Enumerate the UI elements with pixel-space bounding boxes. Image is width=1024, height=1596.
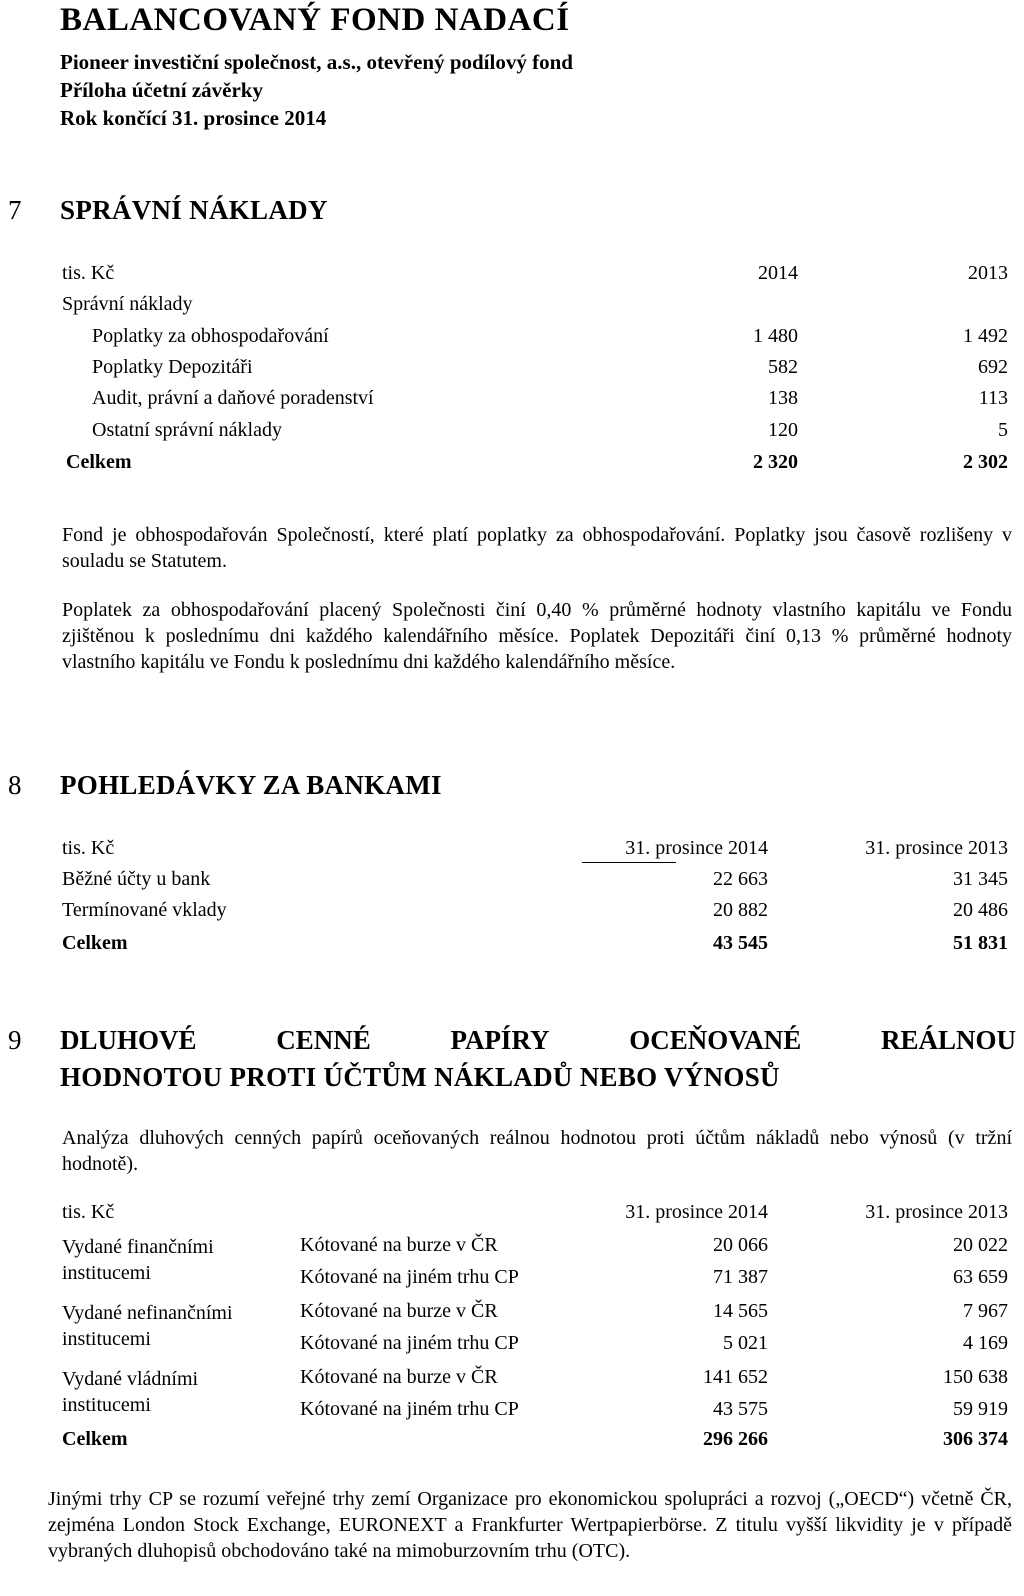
value-2014: 1 480 (753, 325, 798, 347)
column-header-2014: 31. prosince 2014 (625, 1201, 768, 1223)
row-label: Poplatky za obhospodařování (92, 325, 329, 347)
value-2014: 14 565 (713, 1300, 768, 1322)
total-2014: 296 266 (703, 1428, 768, 1450)
section-9-title-word: REÁLNOU (880, 1025, 1016, 1055)
row-label: Audit, právní a daňové poradenství (92, 387, 374, 409)
column-header-2013: 31. prosince 2013 (865, 1201, 1008, 1223)
section-9-title-word: PAPÍRY (450, 1025, 550, 1055)
section-9-title-word: DLUHOVÉ (60, 1025, 197, 1055)
group-label-cont: institucemi (62, 1394, 151, 1416)
row-label: Ostatní správní náklady (92, 419, 282, 441)
value-2014: 22 663 (713, 868, 768, 890)
section-9-intro: Analýza dluhových cenných papírů oceňovaných reálnou hodnotou proti účtům nákladů nebo výnosů (v tržní hodnotě). (62, 1127, 1012, 1175)
section-7-number: 7 (8, 195, 22, 225)
market-label: Kótované na jiném trhu CP (300, 1332, 519, 1354)
market-label: Kótované na jiném trhu CP (300, 1266, 519, 1288)
section-8-title: POHLEDÁVKY ZA BANKAMI (60, 770, 442, 800)
value-2013: 150 638 (943, 1366, 1008, 1388)
row-label: Poplatky Depozitáři (92, 356, 253, 378)
section-8-number: 8 (8, 770, 22, 800)
value-2013: 113 (978, 387, 1008, 409)
document-title: BALANCOVANÝ FOND NADACÍ (60, 2, 570, 38)
market-label: Kótované na burze v ČR (300, 1300, 498, 1322)
unit-label: tis. Kč (62, 1201, 115, 1223)
column-header-2013: 2013 (968, 262, 1008, 284)
value-2013: 1 492 (963, 325, 1008, 347)
report-period: Rok končící 31. prosince 2014 (60, 106, 327, 130)
value-2013: 4 169 (963, 1332, 1008, 1354)
report-type: Příloha účetní závěrky (60, 78, 263, 102)
total-2013: 2 302 (963, 451, 1008, 473)
group-label: Vydané nefinančními (62, 1302, 233, 1324)
value-2014: 141 652 (703, 1366, 768, 1388)
value-2013: 7 967 (963, 1300, 1008, 1322)
section-9-title-line-2: HODNOTOU PROTI ÚČTŮM NÁKLADŮ NEBO VÝNOSŮ (60, 1062, 780, 1092)
section-7-title: SPRÁVNÍ NÁKLADY (60, 195, 328, 225)
market-label: Kótované na jiném trhu CP (300, 1398, 519, 1420)
value-2013: 31 345 (953, 868, 1008, 890)
fund-name: Pioneer investiční společnost, a.s., otevřený podílový fond (60, 50, 573, 74)
value-2014: 20 066 (713, 1234, 768, 1256)
value-2014: 5 021 (723, 1332, 768, 1354)
total-2013: 51 831 (953, 932, 1008, 954)
value-2014: 138 (768, 387, 798, 409)
total-2014: 2 320 (753, 451, 798, 473)
section-9-title-word: CENNÉ (276, 1025, 371, 1055)
section-9-number: 9 (8, 1025, 22, 1055)
column-header-2014: 31. prosince 2014 (625, 837, 768, 859)
total-label: Celkem (66, 451, 132, 473)
value-2013: 5 (998, 419, 1008, 441)
group-label: Vydané finančními (62, 1236, 214, 1258)
column-header-2013: 31. prosince 2013 (865, 837, 1008, 859)
value-2013: 59 919 (953, 1398, 1008, 1420)
market-label: Kótované na burze v ČR (300, 1234, 498, 1256)
section-9-footer-note: Jinými trhy CP se rozumí veřejné trhy zemí Organizace pro ekonomickou spolupráci a rozvoj („OECD“) včetně ČR, zejména London Stock Exchange, EURONEXT a Frankfurter Wertpapierbörse. Z titulu vyšší likvidity je v případě vybraných dluhopisů obchodováno také na mimoburzovním trhu (OTC). (48, 1488, 1012, 1562)
row-label: Termínované vklady (62, 899, 227, 921)
value-2014: 20 882 (713, 899, 768, 921)
unit-label: tis. Kč (62, 837, 115, 859)
section-9-title-word: OCEŇOVANÉ (629, 1025, 802, 1055)
total-2013: 306 374 (943, 1428, 1008, 1450)
value-2014: 43 575 (713, 1398, 768, 1420)
section-7-paragraph-2: Poplatek za obhospodařování placený Společnosti činí 0,40 % průměrné hodnoty vlastního kapitálu ve Fondu zjištěnou k poslednímu dni každého kalendářního měsíce. Poplatek Depozitáři činí 0,13 % průměrné hodnoty vlastního kapitálu ve Fondu k poslednímu dni každého kalendářního měsíce. (62, 599, 1012, 673)
column-header-2014: 2014 (758, 262, 798, 284)
market-label: Kótované na burze v ČR (300, 1366, 498, 1388)
unit-label: tis. Kč (62, 262, 115, 284)
group-label-cont: institucemi (62, 1262, 151, 1284)
value-2013: 63 659 (953, 1266, 1008, 1288)
section-7-paragraph-1: Fond je obhospodařován Společností, které platí poplatky za obhospodařování. Poplatky jsou časově rozlišeny v souladu se Statutem. (62, 524, 1012, 572)
group-label: Správní náklady (62, 293, 193, 315)
total-label: Celkem (62, 1428, 128, 1450)
value-2013: 692 (978, 356, 1008, 378)
value-2013: 20 486 (953, 899, 1008, 921)
value-2014: 582 (768, 356, 798, 378)
group-label: Vydané vládními (62, 1368, 199, 1390)
total-2014: 43 545 (713, 932, 768, 954)
group-label-cont: institucemi (62, 1328, 151, 1350)
row-label: Běžné účty u bank (62, 868, 211, 890)
value-2014: 120 (768, 419, 798, 441)
section-9-title-line-1 (60, 1025, 1016, 1056)
column-underline (582, 862, 676, 863)
value-2014: 71 387 (713, 1266, 768, 1288)
value-2013: 20 022 (953, 1234, 1008, 1256)
total-label: Celkem (62, 932, 128, 954)
